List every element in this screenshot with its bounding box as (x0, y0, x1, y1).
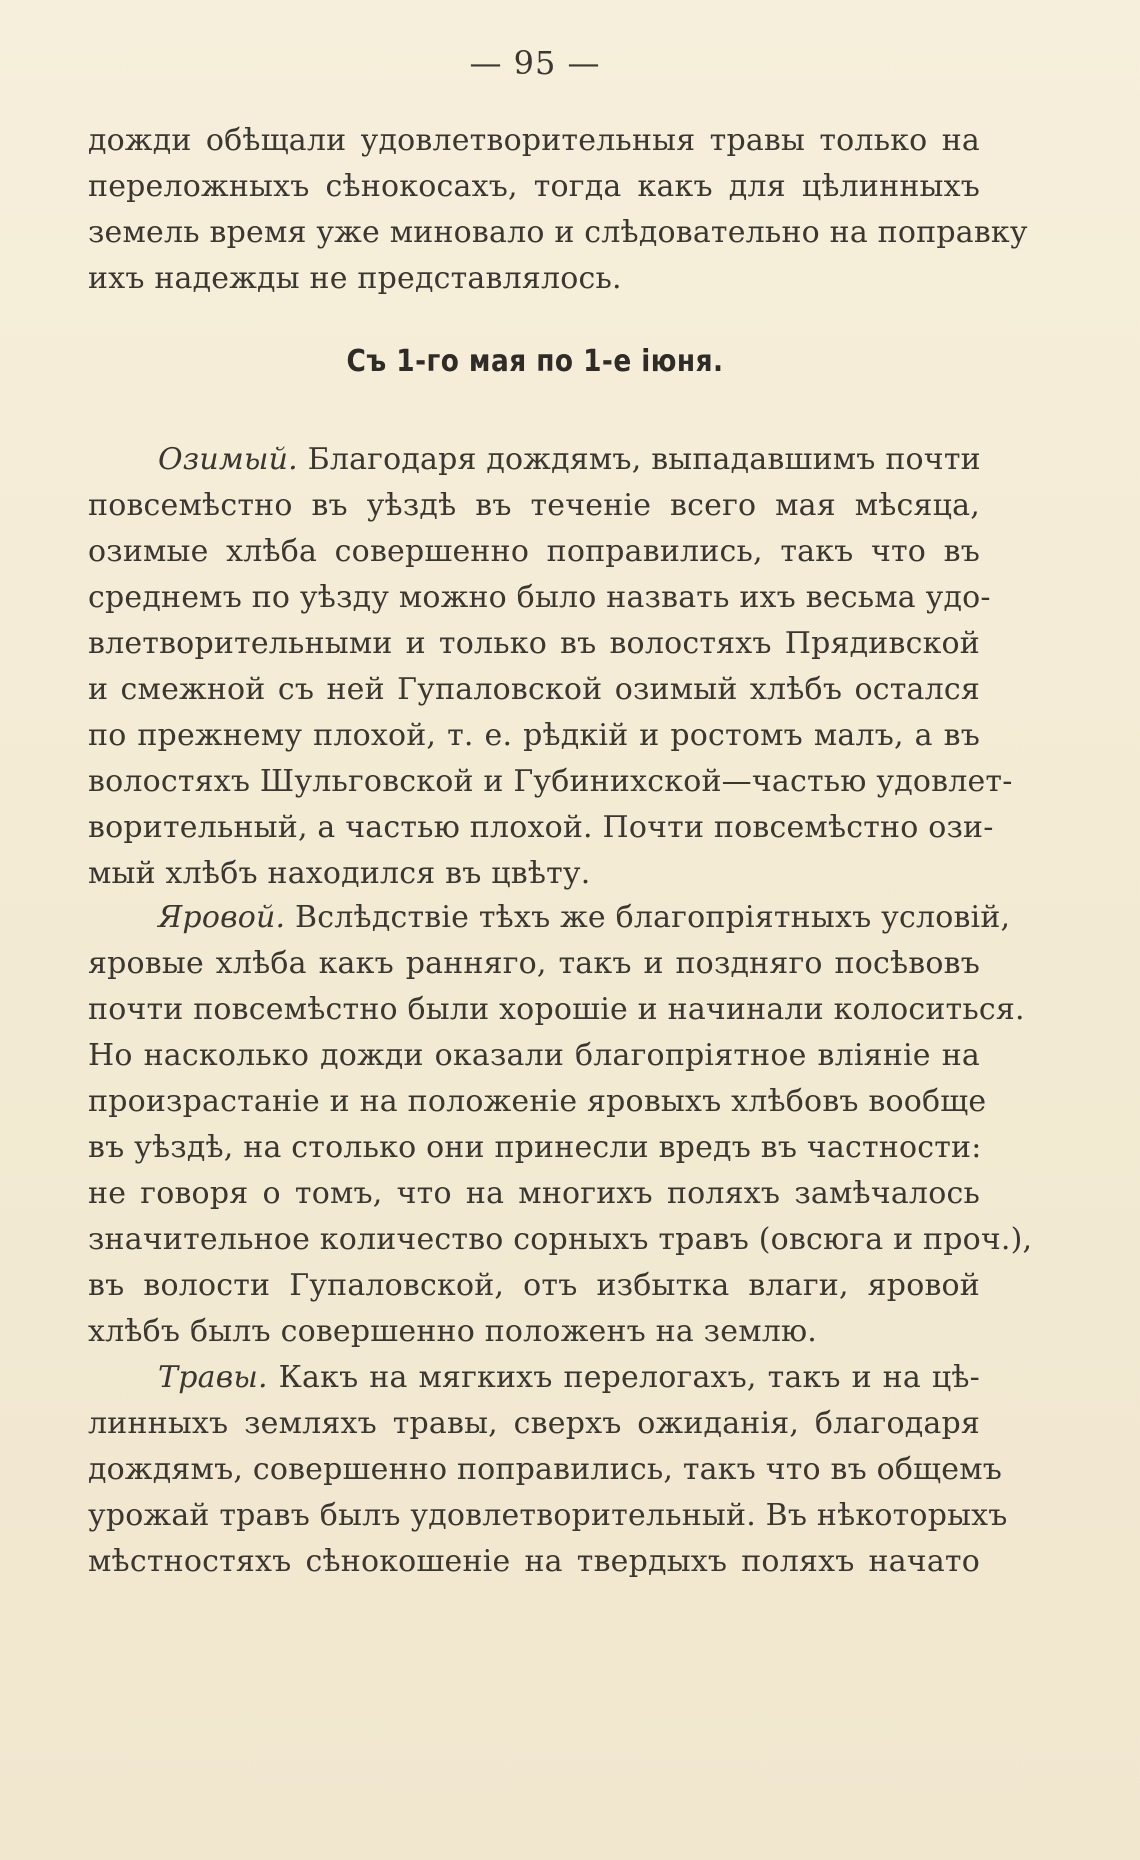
text-line: мѣстностяхъ сѣнокошенiе на твердыхъ поляхъ начато (88, 1544, 980, 1579)
paragraph-yarovoy (88, 895, 1033, 1355)
intro-paragraph (88, 118, 1028, 302)
section-heading: Съ 1-го мая по 1-е iюня. (346, 344, 724, 379)
text-line: въ уѣздѣ, на столько они принесли вредъ въ частности: (88, 1130, 982, 1165)
paragraph-lead: Травы. (158, 1360, 268, 1395)
text-line: яровые хлѣба какъ ранняго, такъ и поздняго посѣвовъ (88, 946, 980, 981)
text-line: хлѣбъ былъ совершенно положенъ на землю. (88, 1314, 818, 1349)
text-line (88, 437, 980, 483)
paragraph-ozimy (88, 437, 1013, 897)
text-line: урожай травъ былъ удовлетворительный. Въ нѣкоторыхъ (88, 1498, 1008, 1533)
text-line-content: Благодаря дождямъ, выпадавшимъ почти (297, 442, 981, 477)
text-line (88, 895, 1011, 941)
text-line: земель время уже миновало и слѣдовательно на поправку (88, 215, 1028, 250)
text-line: волостяхъ Шульговской и Губинихской—частью удовлет- (88, 764, 1013, 799)
text-line: ихъ надежды не представлялось. (88, 261, 622, 296)
text-line: почти повсемѣстно были хорошiе и начинали колоситься. (88, 992, 1025, 1027)
paragraph-lead: Яровой. (158, 900, 286, 935)
text-line: Но насколько дожди оказали благопрiятное влiянiе на (88, 1038, 980, 1073)
text-line: дожди обѣщали удовлетворительныя травы только на (88, 123, 980, 158)
text-line: значительное количество сорныхъ травъ (овсюга и проч.), (88, 1222, 1033, 1257)
text-line: линныхъ земляхъ травы, сверхъ ожиданiя, благодаря (88, 1406, 980, 1441)
text-line-content: Вслѣдствiе тѣхъ же благопрiятныхъ условiй, (285, 900, 1011, 935)
text-line: по прежнему плохой, т. е. рѣдкiй и ростомъ малъ, а въ (88, 718, 980, 753)
text-line: не говоря о томъ, что на многихъ поляхъ замѣчалось (88, 1176, 980, 1211)
text-line: и смежной съ ней Гупаловской озимый хлѣбъ остался (88, 672, 980, 707)
paragraph-travy (88, 1355, 1008, 1585)
text-line: въ волости Гупаловской, отъ избытка влаги, яровой (88, 1268, 980, 1303)
text-line: мый хлѣбъ находился въ цвѣту. (88, 856, 591, 891)
text-line: влетворительными и только въ волостяхъ Прядивской (88, 626, 980, 661)
text-line: дождямъ, совершенно поправились, такъ что въ общемъ (88, 1452, 1003, 1487)
text-line: среднемъ по уѣзду можно было назвать ихъ весьма удо- (88, 580, 991, 615)
text-line (88, 1355, 980, 1401)
text-line: ворительный, а частью плохой. Почти повсемѣстно ози- (88, 810, 994, 845)
text-line-content: Какъ на мягкихъ перелогахъ, такъ и на цѣ- (267, 1360, 980, 1395)
text-line: повсемѣстно въ уѣздѣ въ теченiе всего мая мѣсяца, (88, 488, 980, 523)
text-line: переложныхъ сѣнокосахъ, тогда какъ для цѣлинныхъ (88, 169, 980, 204)
paragraph-lead: Озимый. (158, 442, 298, 477)
text-line: озимые хлѣба совершенно поправились, такъ что въ (88, 534, 980, 569)
text-line: произрастанiе и на положенiе яровыхъ хлѣбовъ вообще (88, 1084, 987, 1119)
page-number: — 95 — (469, 44, 601, 82)
